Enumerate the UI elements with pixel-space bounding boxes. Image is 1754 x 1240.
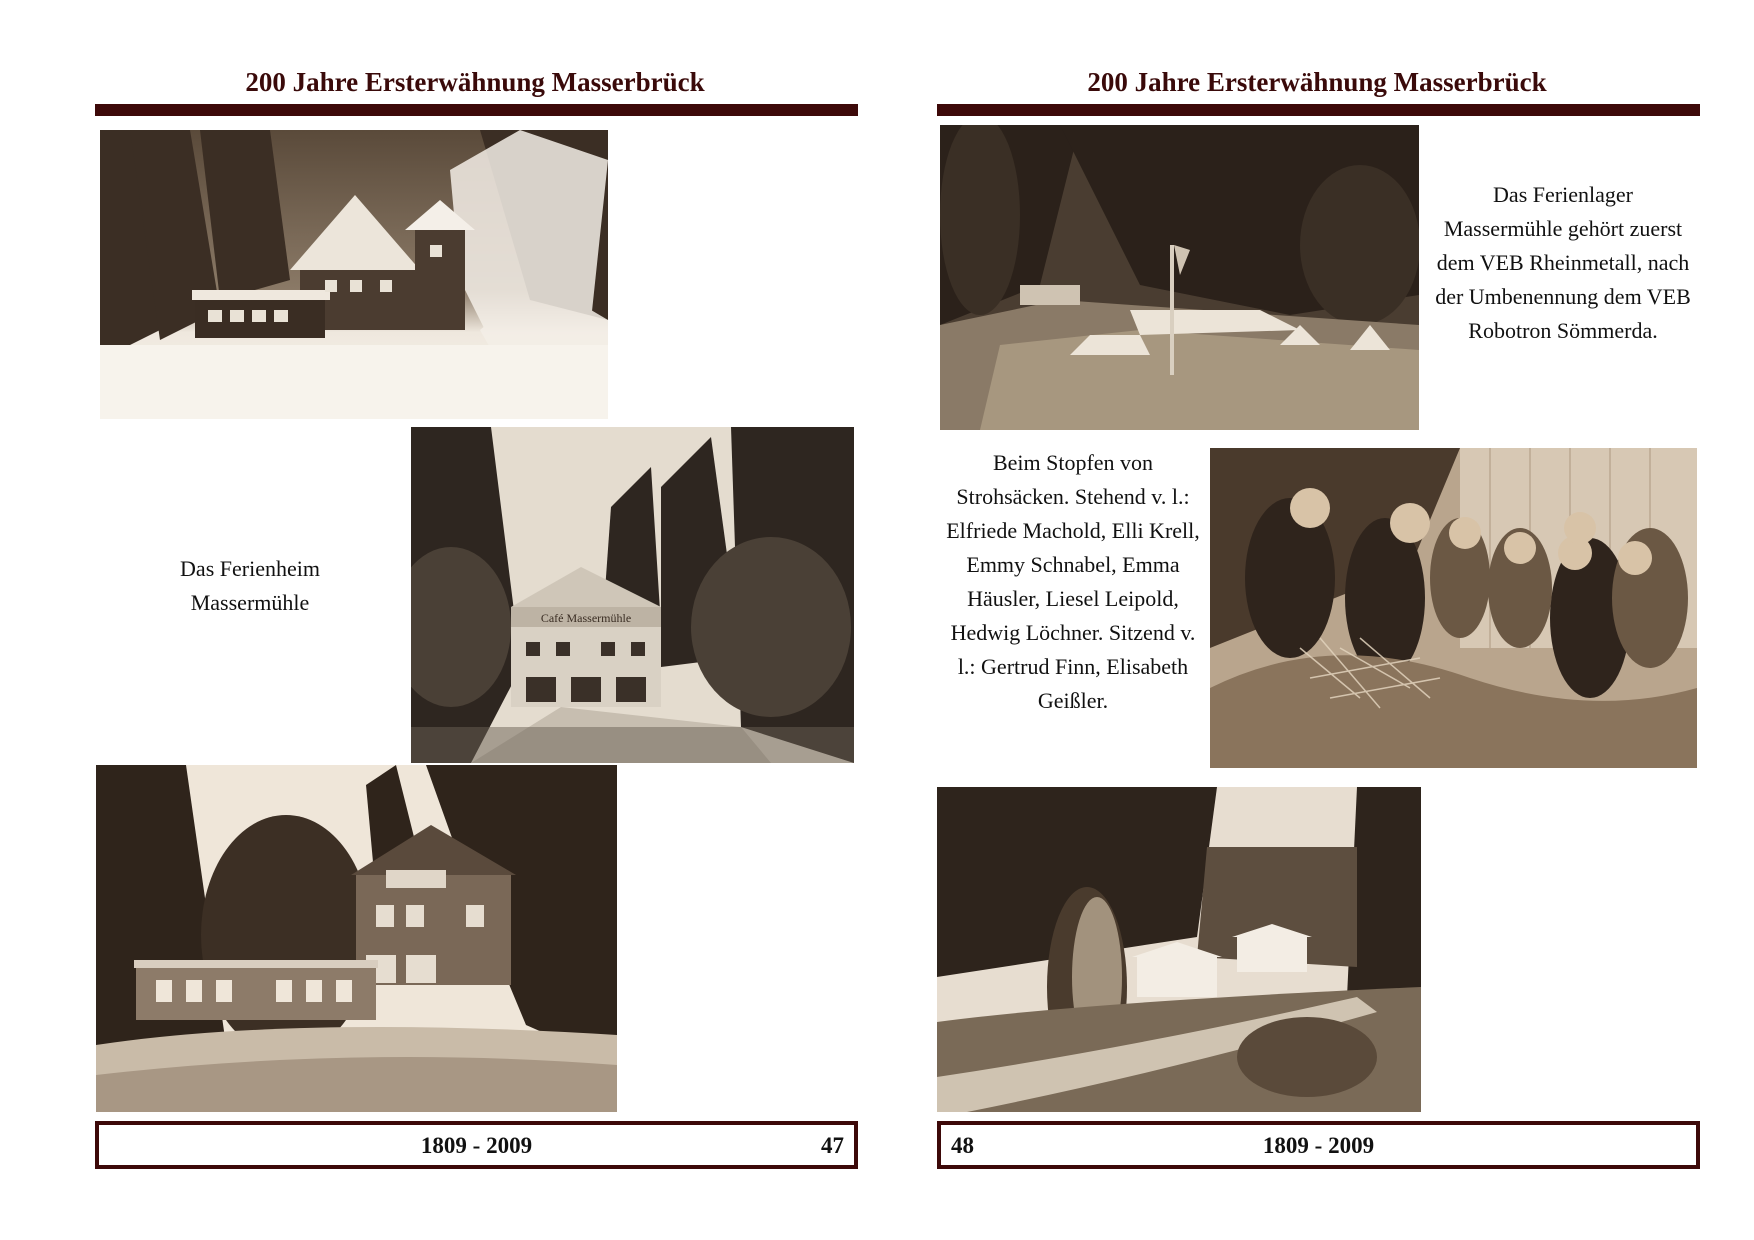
page-title: 200 Jahre Ersterwähnung Masserbrück xyxy=(1087,67,1547,97)
footer-years: 1809 - 2009 xyxy=(420,1133,533,1158)
photo-ferienlager-camp xyxy=(940,125,1419,430)
photo-strohsaecke-women xyxy=(1210,448,1697,768)
right-page xyxy=(877,0,1754,1240)
page-number: 48 xyxy=(951,1133,974,1158)
caption-ferienheim: Das Ferienheim Massermühle xyxy=(180,556,320,615)
cafe-sign-text: Café Massermühle xyxy=(540,611,632,625)
photo-road-huts xyxy=(937,787,1421,1112)
footer-years: 1809 - 2009 xyxy=(1262,1133,1375,1158)
header-rule xyxy=(937,104,1700,116)
caption-ferienlager: Das Ferienlager Massermühle gehört zuerst dem VEB Rheinmetall, nach der Umbenennung dem VEB Robotron Sömmerda. xyxy=(1435,182,1691,343)
header-rule xyxy=(95,104,858,116)
page-footer xyxy=(95,1121,858,1169)
photo-ferienheim-summer xyxy=(96,765,617,1112)
page-footer xyxy=(937,1121,1700,1169)
page-title: 200 Jahre Ersterwähnung Masserbrück xyxy=(245,67,705,97)
photo-cafe-massermuehle xyxy=(411,427,854,763)
photo-winter-house xyxy=(100,130,608,419)
page-number: 47 xyxy=(821,1133,844,1158)
caption-strohsaecke: Beim Stopfen von Strohsäcken. Stehend v. l.: Elfriede Machold, Elli Krell, Emmy Schnabel, Emma Häusler, Liesel Leipold, Hedwig Löchner. Sitzend v. l.: Gertrud Finn, Elisabeth Geißler. xyxy=(946,450,1200,713)
